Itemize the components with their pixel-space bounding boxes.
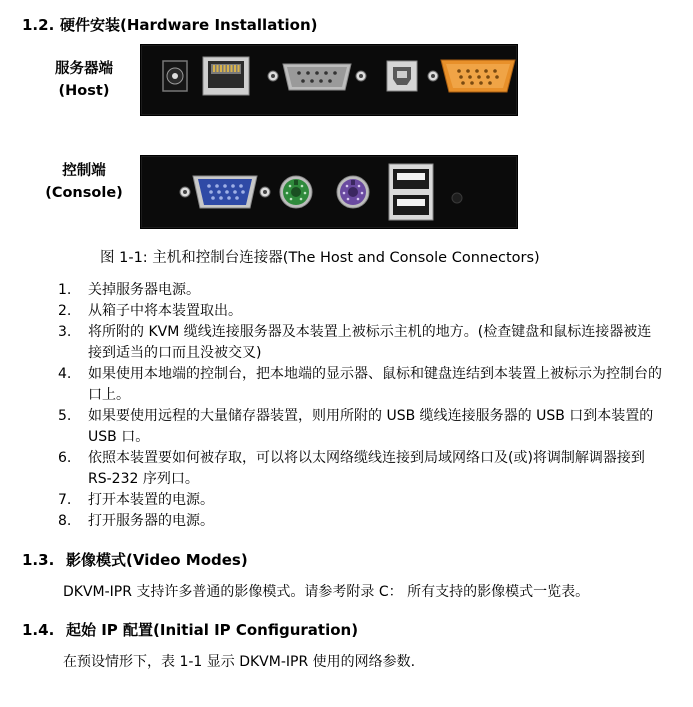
ps2-mouse-port-icon [280, 176, 312, 208]
section-number: 1.3. [22, 551, 55, 569]
ps2-keyboard-port-icon [337, 176, 369, 208]
section-title: 硬件安装(Hardware Installation) [60, 16, 318, 34]
power-jack-icon [163, 61, 187, 91]
host-label-zh: 服务器端 [55, 61, 113, 77]
step-number: 3. [58, 324, 72, 340]
serial-port-icon [268, 64, 366, 90]
list-item [40, 364, 665, 406]
step-text: 如果要使用远程的大量储存器装置，则用所附的 USB 缆线连接服务器的 USB 口到本装置的 USB 口。 [88, 408, 654, 445]
console-label-zh: 控制端 [62, 163, 106, 179]
host-label-en: (Host) [58, 83, 110, 99]
indicator-hole-icon [452, 193, 462, 203]
list-item [40, 280, 665, 301]
list-item [40, 448, 665, 490]
serial-port-gold-icon [428, 60, 515, 92]
usb-a-ports-icon [389, 164, 433, 220]
list-item [40, 301, 665, 322]
section-heading-1-3 [22, 549, 248, 570]
section-number: 1.2. [22, 16, 55, 34]
vga-port-icon [180, 176, 270, 208]
step-number: 1. [58, 282, 72, 298]
section-heading-1-4 [22, 619, 358, 640]
list-item [40, 406, 665, 448]
list-item [40, 322, 665, 364]
list-item [40, 511, 665, 532]
step-text: 关掉服务器电源。 [88, 282, 200, 298]
step-text: 依照本装置要如何被存取，可以将以太网络缆线连接到局域网络口及(或)将调制解调器接到 RS-232 序列口。 [88, 450, 645, 487]
console-panel-image [140, 155, 518, 229]
host-panel-image [140, 44, 518, 116]
step-number: 5. [58, 408, 72, 424]
step-text: 如果使用本地端的控制台，把本地端的显示器、鼠标和键盘连结到本装置上被标示为控制台的口上。 [88, 366, 662, 403]
step-number: 6. [58, 450, 72, 466]
step-text: 打开本装置的电源。 [88, 492, 214, 508]
section-heading-1-2 [22, 14, 317, 35]
list-item [40, 490, 665, 511]
figure-caption: 图 1-1: 主机和控制台连接器(The Host and Console Connectors) [100, 250, 540, 266]
video-modes-paragraph: DKVM-IPR 支持许多普通的影像模式。请参考附录 C： 所有支持的影像模式一览表。 [63, 584, 590, 600]
step-number: 2. [58, 303, 72, 319]
ethernet-port-icon [203, 57, 249, 95]
host-label [44, 58, 124, 102]
installation-steps [40, 280, 665, 532]
step-text: 将所附的 KVM 缆线连接服务器及本装置上被标示主机的地方。(检查键盘和鼠标连接器被连接到适当的口而且没被交叉) [88, 324, 652, 361]
usb-b-port-icon [387, 61, 417, 91]
section-title: 影像模式(Video Modes) [66, 551, 248, 569]
step-number: 7. [58, 492, 72, 508]
section-number: 1.4. [22, 621, 55, 639]
step-number: 8. [58, 513, 72, 529]
step-text: 打开服务器的电源。 [88, 513, 214, 529]
step-number: 4. [58, 366, 72, 382]
console-label-en: (Console) [45, 185, 123, 201]
step-text: 从箱子中将本装置取出。 [88, 303, 242, 319]
ip-config-paragraph: 在预设情形下，表 1-1 显示 DKVM-IPR 使用的网络参数. [63, 654, 416, 670]
console-label [38, 160, 130, 204]
section-title: 起始 IP 配置(Initial IP Configuration) [66, 621, 359, 639]
